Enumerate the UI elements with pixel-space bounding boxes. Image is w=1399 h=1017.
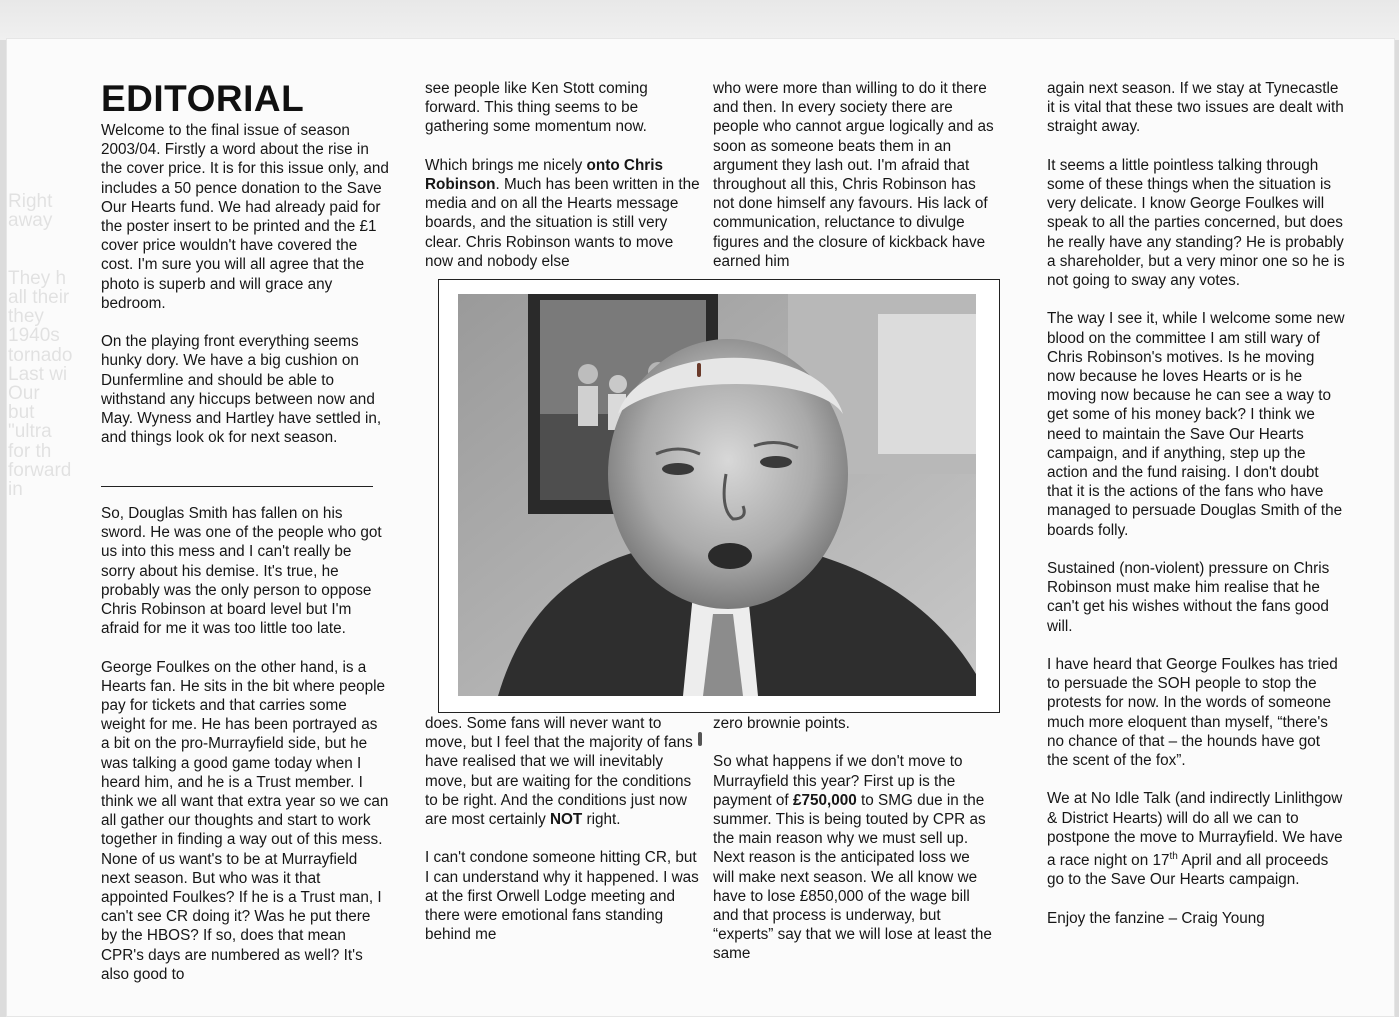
paragraph-condone: I can't condone someone hitting CR, but I can understand why it happened. I was at the first Orwell Lodge meeting and there were emotional fans standing behind me [425, 849, 699, 944]
text-run: does. Some fans will never want to move, but I feel that the majority of fans have realised that we will inevitably move, but are waiting for the conditions to be right. And the conditions just now are most certainly [425, 715, 693, 829]
portrait-image [458, 294, 976, 696]
paragraph-cover-price: Welcome to the final issue of season 2003/04. Firstly a word about the rise in the cover price. It is for this issue only, and includes a 50 pence donation to the Save Our Hearts fund. We had already paid for the poster insert to be printed and the £1 cover price wouldn't have covered the cost. I'm sure you will all agree that the photo is superb and will grace any bedroom. [101, 122, 389, 312]
bold-run: onto Chris Robinson [425, 156, 664, 193]
paragraph-motives: The way I see it, while I welcome some new blood on the committee I am still wary of Chris Robinson's motives. Is he moving now because he loves Hearts or is he moving now because he can see a way to get some of his money back? I think we need to maintain the Save Our Hearts campaign, and if anything, step up the action and the fund raising. I don't doubt that it is the actions of the fans who have managed to persuade Douglas Smith of the boards folly. [1047, 310, 1345, 539]
paragraph-george-foulkes: George Foulkes on the other hand, is a Hearts fan. He sits in the bit where people pay for tickets and that carries some weight for me. He has been portrayed as a bit on the pro-Murrayfield side, but he was talking a good game today when I heard him, and he is a Trust member. I think we all want that extra year so we can all gather our thoughts and start to work together in finding a way out of this mess. None of us want's to be at Murrayfield next season. But who was it that appointed Foulkes? If he is a Trust man, I can't see CR doing it? Was he put there by the HBOS? If so, does that mean CPR's days are numbered as well? It's also good to [101, 658, 389, 983]
text-run: We at No Idle Talk (and indirectly Linlithgow & District Hearts) will do all we can to postpone the move to Murrayfield. We have a race night on 17 [1047, 790, 1343, 870]
text-run: right. [582, 811, 621, 829]
text-run: to SMG due in the summer. This is being touted by CPR as the main reason why we must sell up. Next reason is the anticipated loss we will make next season. We all know we have to lose £850,000 of the wage bill and that process is underway, but “experts” say that we will lose at least the same [713, 791, 992, 963]
signoff: Enjoy the fanzine – Craig Young [1047, 909, 1265, 927]
text-run: So what happens if we don't move to Murrayfield this year? First up is the payment of [713, 753, 963, 809]
paragraph-chris-robinson [425, 156, 700, 271]
paragraph-protests: I have heard that George Foulkes has tried to persuade the SOH people to stop the protests for now. In the words of someone much more eloquent than myself, “there's no chance of that – the hounds have got the scent of the fox”. [1047, 656, 1338, 770]
show-through-text: Right away They h all their they 1940s tornado Last wi Our but "ultra for th forward in [8, 191, 73, 501]
paragraph-playing-front: On the playing front everything seems hunky dory. We have a big cushion on Dunfermline and should be able to withstand any hiccups between now and May. Wyness and Hartley have settled in, and things look ok for next season. [101, 333, 382, 447]
column-4 [1047, 79, 1345, 928]
paragraph-ken-stott: see people like Ken Stott coming forward. This thing seems to be gathering some momentum now. [425, 80, 648, 136]
bold-run: £750,000 [792, 791, 857, 809]
chris-robinson-photo [458, 294, 976, 696]
paragraph-douglas-smith: So, Douglas Smith has fallen on his sword. He was one of the people who got us into this mess and I can't really be sorry about his demise. It's true, he probably was the only person to oppose Chris Robinson at board level but I'm afraid for me it was too little too late. [101, 505, 382, 638]
column-1-lower [101, 504, 389, 984]
scan-top-edge [0, 0, 1399, 40]
column-3-bottom [713, 714, 995, 964]
column-1 [101, 121, 389, 447]
scan-mark [697, 363, 701, 377]
text-run: April and all proceeds go to the Save Our Hearts campaign. [1047, 852, 1329, 889]
paragraph-fans-move [425, 714, 700, 829]
paragraph-pointless: It seems a little pointless talking through some of these things when the situation is very delicate. I know George Foulkes will speak to all the parties concerned, but does he really have any standing? He is probably a shareholder, but a very minor one so he is not going to sway any votes. [1047, 156, 1345, 290]
page-title: EDITORIAL [101, 78, 305, 119]
column-2-bottom [425, 714, 700, 944]
bold-run: NOT [549, 811, 583, 829]
column-2-top [425, 79, 700, 271]
paragraph-lash-out: who were more than willing to do it there and then. In every society there are people who cannot argue logically and as soon as someone beats them in an argument they lash out. I'm afraid that throughout all this, Chris Robinson has not done himself any favours. His lack of communication, reluctance to divulge figures and the closure of kickback have earned him [713, 80, 994, 270]
paragraph-pressure: Sustained (non-violent) pressure on Chris Robinson must make him realise that he can't get his wishes without the fans good will. [1047, 560, 1330, 635]
text-run: Which brings me nicely [425, 156, 587, 174]
paragraph-what-happens [713, 752, 995, 963]
superscript: th [1169, 851, 1178, 863]
text-run: . Much has been written in the media and on all the Hearts message boards, and the situation is still very clear. Chris Robinson wants to move now and nobody else [425, 176, 700, 270]
paragraph-race-night [1047, 789, 1345, 889]
section-divider [101, 486, 373, 487]
paragraph-brownie-points: zero brownie points. [713, 715, 850, 732]
column-3-top [713, 79, 995, 271]
paragraph-tynecastle: again next season. If we stay at Tynecastle it is vital that these two issues are dealt with straight away. [1047, 80, 1344, 136]
